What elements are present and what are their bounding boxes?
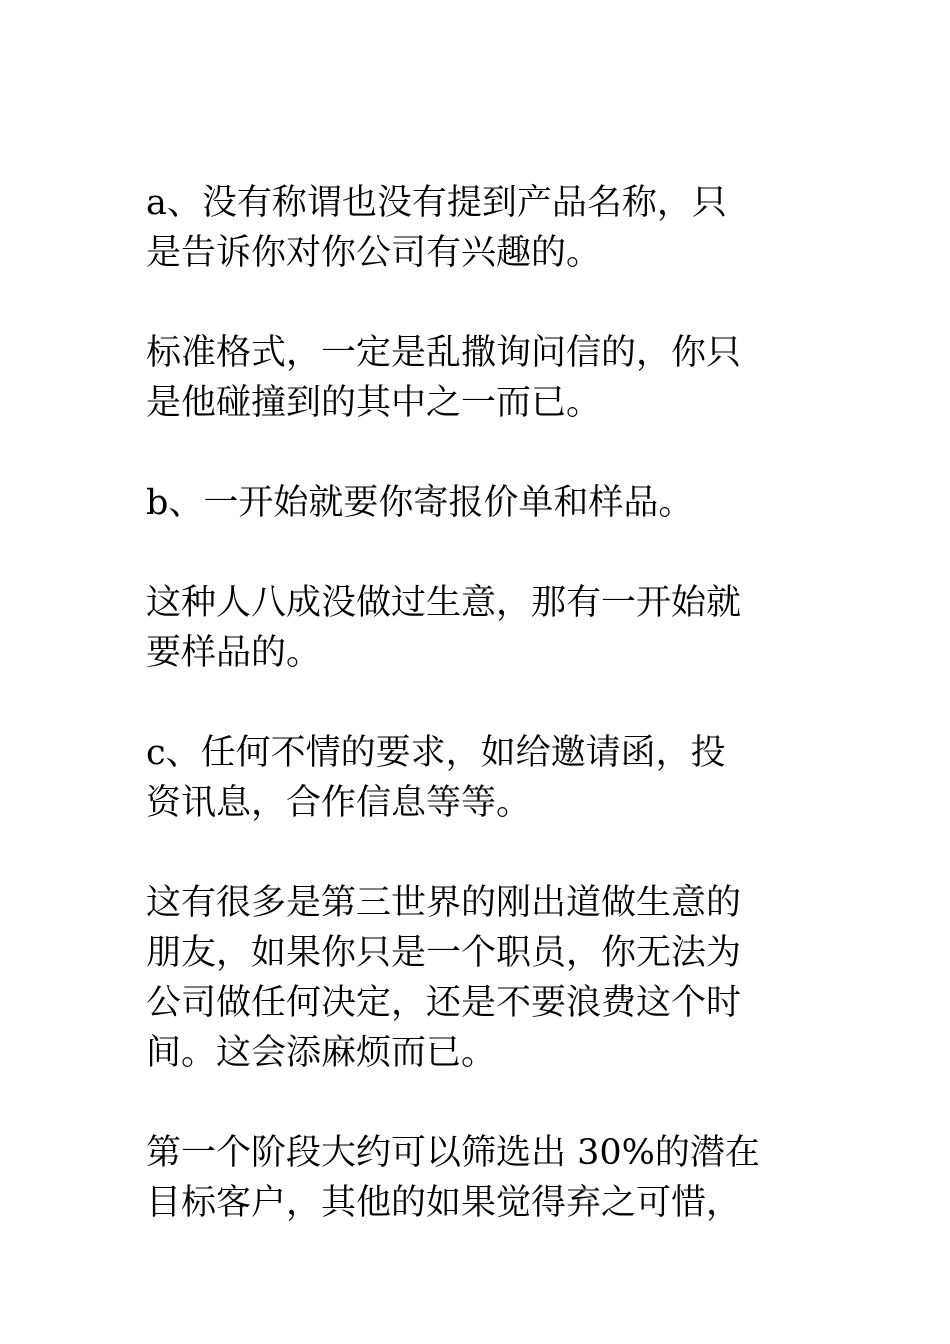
paragraph-a-point [146, 178, 810, 278]
paragraph-b-explanation [146, 578, 810, 678]
text-line: 这有很多是第三世界的刚出道做生意的 [146, 883, 742, 923]
text-line: 朋友，如果你只是一个职员，你无法为 [146, 933, 742, 973]
text-line: 间。这会添麻烦而已。 [146, 1033, 497, 1073]
paragraph-b-point [146, 478, 810, 528]
text-line: 是告诉你对你公司有兴趣的。 [146, 233, 602, 273]
text-line: 目标客户，其他的如果觉得弃之可惜， [146, 1183, 742, 1223]
text-line: 要样品的。 [146, 633, 322, 673]
text-line: 第一个阶段大约可以筛选出 30%的潜在 [146, 1133, 760, 1173]
text-line: 公司做任何决定，还是不要浪费这个时 [146, 983, 742, 1023]
document-body [146, 178, 810, 1278]
text-line: 标准格式，一定是乱撒询问信的，你只 [146, 333, 742, 373]
paragraph-a-explanation [146, 328, 810, 428]
text-line: 是他碰撞到的其中之一而已。 [146, 383, 602, 423]
text-line: c、任何不情的要求，如给邀请函，投 [146, 733, 726, 773]
paragraph-c-explanation [146, 878, 810, 1078]
text-line: 资讯息，合作信息等等。 [146, 783, 532, 823]
text-line: 这种人八成没做过生意，那有一开始就 [146, 583, 742, 623]
text-line: b、一开始就要你寄报价单和样品。 [146, 483, 694, 523]
text-line: a、没有称谓也没有提到产品名称，只 [146, 183, 727, 223]
paragraph-stage-summary [146, 1128, 810, 1228]
paragraph-c-point [146, 728, 810, 828]
